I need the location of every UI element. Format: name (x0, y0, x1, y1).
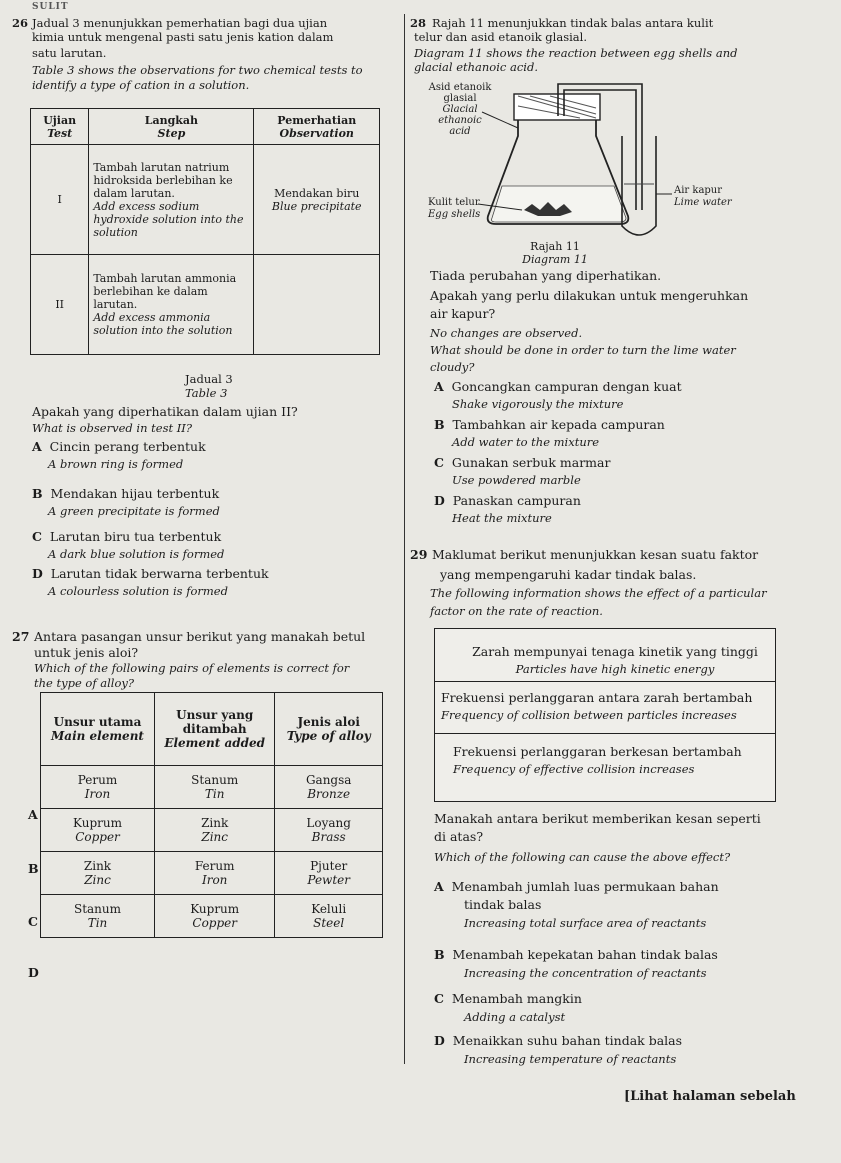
table3-header-observation: Pemerhatian Observation (254, 109, 380, 145)
table3-header-step: Langkah Step (89, 109, 254, 145)
table3-test-1: I (31, 145, 89, 255)
factor-line-3: Frekuensi perlanggaran berkesan bertambah Frequency of effective collision increases (453, 744, 742, 776)
alloy-row-a[interactable]: Perum Iron Stanum Tin Gangsa Bronze (41, 766, 383, 809)
q26-number: 26 (12, 16, 29, 30)
table3-header-test: Ujian Test (31, 109, 89, 145)
q28-intro-en-1: Diagram 11 shows the reaction between egg shells and (414, 46, 738, 60)
q29-intro-en-2: factor on the rate of reaction. (430, 604, 603, 618)
column-divider (404, 14, 405, 1064)
table-alloy (40, 692, 383, 938)
q27-number: 27 (12, 629, 30, 644)
table3-row-2 (31, 255, 380, 355)
q29-number: 29 (410, 547, 428, 562)
q29-intro-ms-2: yang mempengaruhi kadar tindak balas. (440, 567, 697, 582)
table3-caption-en: Table 3 (185, 386, 228, 400)
q26-intro-ms-3: satu larutan. (32, 46, 107, 60)
q28-option-b[interactable]: B Tambahkan air kepada campuran Add water to the mixture (434, 417, 665, 449)
alloy-letter-c[interactable]: C (28, 914, 38, 929)
factor-line-1: Zarah mempunyai tenaga kinetik yang tinggi Particles have high kinetic energy (472, 644, 758, 676)
q26-question-ms: Apakah yang diperhatikan dalam ujian II? (32, 404, 298, 419)
alloy-letter-b[interactable]: B (28, 861, 39, 876)
table3-obs-1: Mendakan biru Blue precipitate (254, 145, 380, 255)
q28-statement-ms-3: air kapur? (430, 306, 496, 321)
q28-statement-en-3: cloudy? (430, 360, 475, 374)
q29-option-d[interactable]: D Menaikkan suhu bahan tindak balas Increasing temperature of reactants (434, 1033, 683, 1066)
alloy-row-d[interactable]: Stanum Tin Kuprum Copper Keluli Steel (41, 895, 383, 938)
shell-label: Kulit telur Egg shells (428, 197, 481, 220)
q28-intro-en-2: glacial ethanoic acid. (414, 60, 538, 74)
q28-statement-en-2: What should be done in order to turn the lime water (430, 343, 736, 357)
factor-line-2: Frekuensi perlanggaran antara zarah bertambah Frequency of collision between particles increases (441, 690, 753, 722)
q28-option-c[interactable]: C Gunakan serbuk marmar Use powdered marble (434, 455, 611, 487)
q28-option-a[interactable]: A Goncangkan campuran dengan kuat Shake vigorously the mixture (434, 379, 682, 411)
q28-statement-ms-1: Tiada perubahan yang diperhatikan. (430, 268, 662, 283)
q27-question-en-1: Which of the following pairs of elements is correct for (34, 661, 350, 675)
q27-question-ms-1: Antara pasangan unsur berikut yang manakah betul (34, 629, 366, 644)
q26-option-c[interactable]: C Larutan biru tua terbentuk A dark blue solution is formed (32, 529, 225, 561)
table-3 (30, 108, 380, 355)
alloy-letter-d[interactable]: D (28, 965, 39, 980)
test-tube (622, 136, 656, 235)
acid-liquid (492, 186, 627, 222)
q29-question-ms-2: di atas? (434, 829, 484, 844)
q26-intro-en-2: identify a type of cation in a solution. (32, 78, 250, 92)
lime-label: Air kapur Lime water (674, 185, 732, 208)
q29-intro-en-1: The following information shows the effect of a particular (430, 586, 767, 600)
sulit-stamp: SULIT (32, 2, 69, 12)
q29-question-en: Which of the following can cause the above effect? (434, 850, 731, 864)
q26-intro-ms-2: kimia untuk mengenal pasti satu jenis kation dalam (32, 30, 334, 44)
table3-step-2: Tambah larutan ammonia berlebihan ke dalam larutan. Add excess ammonia solution into the solution (89, 255, 254, 355)
table3-obs-2 (254, 255, 380, 355)
q27-question-en-2: the type of alloy? (34, 676, 135, 690)
next-page-note: [Lihat halaman sebelah (624, 1089, 796, 1104)
q28-intro-ms-1: Rajah 11 menunjukkan tindak balas antara kulit (432, 16, 714, 30)
factor-divider-1 (435, 681, 775, 682)
alloy-header-type: Jenis aloi Type of alloy (275, 693, 383, 766)
q28-statement-ms-2: Apakah yang perlu dilakukan untuk mengeruhkan (430, 288, 749, 303)
q27-question-ms-2: untuk jenis aloi? (34, 645, 139, 660)
q26-intro-ms-1: Jadual 3 menunjukkan pemerhatian bagi dua ujian (32, 16, 328, 30)
q28-option-d[interactable]: D Panaskan campuran Heat the mixture (434, 493, 581, 525)
table3-caption-ms: Jadual 3 (185, 372, 233, 386)
diagram11-caption: Rajah 11 Diagram 11 (522, 240, 588, 266)
table3-test-2: II (31, 255, 89, 355)
q29-option-c[interactable]: C Menambah mangkin Adding a catalyst (434, 991, 582, 1024)
q29-intro-ms-1: Maklumat berikut menunjukkan kesan suatu faktor (432, 547, 759, 562)
alloy-header-main: Unsur utama Main element (41, 693, 155, 766)
q26-question-en: What is observed in test II? (32, 421, 193, 435)
q29-question-ms-1: Manakah antara berikut memberikan kesan seperti (434, 811, 761, 826)
acid-label: Asid etanoik glasial Glacial ethanoic acid (428, 82, 492, 137)
q29-option-b[interactable]: B Menambah kepekatan bahan tindak balas Increasing the concentration of reactants (434, 947, 718, 980)
alloy-row-c[interactable]: Zink Zinc Ferum Iron Pjuter Pewter (41, 852, 383, 895)
alloy-row-b[interactable]: Kuprum Copper Zink Zinc Loyang Brass (41, 809, 383, 852)
q28-number: 28 (410, 16, 427, 30)
alloy-header-added: Unsur yang ditambah Element added (155, 693, 275, 766)
q28-statement-en-1: No changes are observed. (430, 326, 583, 340)
alloy-letter-a[interactable]: A (28, 807, 38, 822)
q26-intro-en-1: Table 3 shows the observations for two chemical tests to (32, 63, 363, 77)
q29-option-a[interactable]: A Menambah jumlah luas permukaan bahan tindak balas Increasing total surface area of reactants (434, 879, 719, 930)
table3-step-1: Tambah larutan natrium hidroksida berlebihan ke dalam larutan. Add excess sodium hydroxide solution into the solution (89, 145, 254, 255)
q26-option-d[interactable]: D Larutan tidak berwarna terbentuk A colourless solution is formed (32, 566, 269, 598)
factor-divider-2 (435, 733, 775, 734)
q26-option-b[interactable]: B Mendakan hijau terbentuk A green precipitate is formed (32, 486, 220, 518)
table3-row-1 (31, 145, 380, 255)
factor-info-box (434, 628, 776, 802)
q26-option-a[interactable]: A Cincin perang terbentuk A brown ring is formed (32, 439, 206, 471)
q28-intro-ms-2: telur dan asid etanoik glasial. (414, 30, 587, 44)
